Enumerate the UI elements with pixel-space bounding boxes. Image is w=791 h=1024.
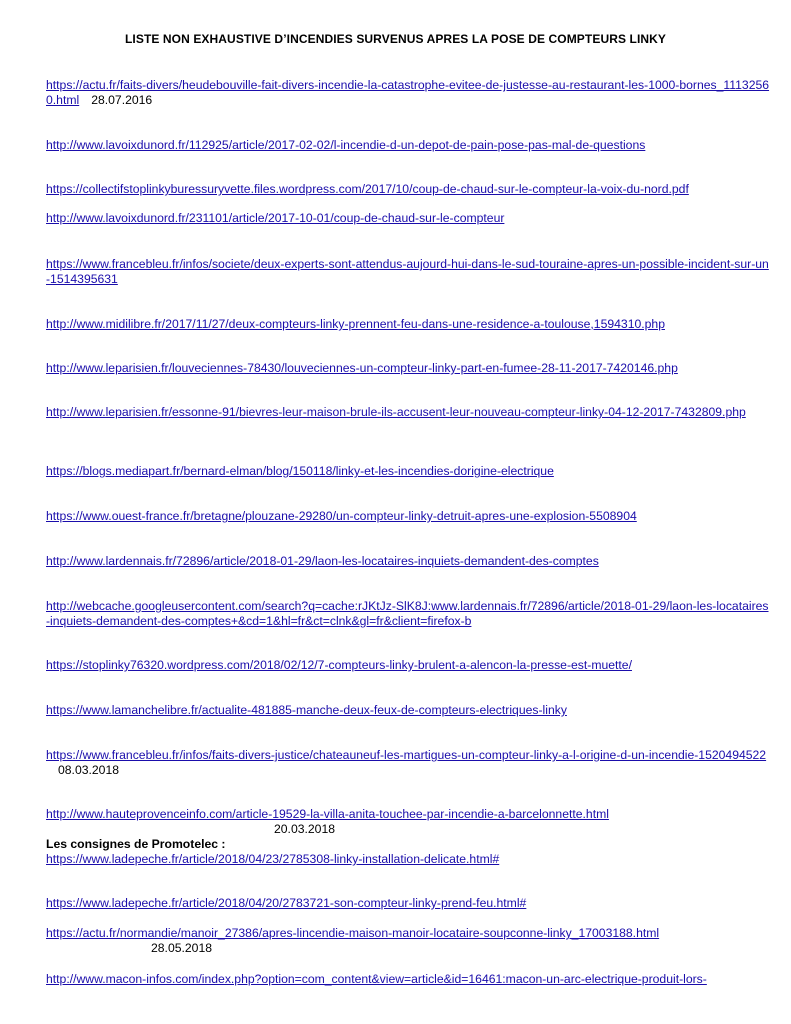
list-item	[46, 972, 771, 987]
entry-date: 28.07.2016	[91, 93, 153, 107]
list-item	[46, 926, 771, 956]
article-link[interactable]: http://www.lardennais.fr/72896/article/2018-01-29/laon-les-locataires-inquiets-demandent-des-comptes	[46, 554, 599, 568]
article-link[interactable]: http://www.hauteprovenceinfo.com/article-19529-la-villa-anita-touchee-par-incendie-a-barcelonnette.html	[46, 807, 609, 821]
list-item	[46, 599, 771, 629]
list-item	[46, 852, 771, 867]
article-link[interactable]: https://www.lamanchelibre.fr/actualite-481885-manche-deux-feux-de-compteurs-electriques-linky	[46, 703, 567, 717]
article-link[interactable]: https://www.ladepeche.fr/article/2018/04/20/2783721-son-compteur-linky-prend-feu.html#	[46, 896, 527, 910]
list-item	[46, 896, 771, 911]
entry-date: 28.05.2018	[151, 941, 212, 955]
list-item	[46, 807, 771, 837]
list-item	[46, 464, 771, 479]
article-link[interactable]: https://www.ladepeche.fr/article/2018/04/23/2785308-linky-installation-delicate.html#	[46, 852, 500, 866]
list-item	[46, 257, 771, 287]
list-item	[46, 211, 771, 226]
list-item	[46, 361, 771, 376]
article-link[interactable]: http://www.lavoixdunord.fr/112925/article/2017-02-02/l-incendie-d-un-depot-de-pain-pose-pas-mal-de-questions	[46, 138, 646, 152]
article-link[interactable]: http://webcache.googleusercontent.com/search?q=cache:rJKtJz-SlK8J:www.lardennais.fr/72896/article/2018-01-29/laon-les-locataires-inquiets-demandent-des-comptes+&cd=1&hl=fr&ct=clnk&gl=fr&client=firefox-b	[46, 599, 769, 628]
article-link[interactable]: http://www.lavoixdunord.fr/231101/article/2017-10-01/coup-de-chaud-sur-le-compteur	[46, 211, 505, 225]
entry-date: 20.03.2018	[274, 822, 335, 836]
list-item	[46, 78, 771, 108]
list-item	[46, 748, 771, 778]
list-item	[46, 405, 771, 420]
article-link[interactable]: https://collectifstoplinkyburessuryvette.files.wordpress.com/2017/10/coup-de-chaud-sur-le-compteur-la-voix-du-nord.pdf	[46, 182, 689, 196]
article-link[interactable]: http://www.midilibre.fr/2017/11/27/deux-compteurs-linky-prennent-feu-dans-une-residence-a-toulouse,1594310.php	[46, 317, 665, 331]
article-link[interactable]: https://www.francebleu.fr/infos/societe/deux-experts-sont-attendus-aujourd-hui-dans-le-sud-touraine-apres-un-possible-incident-sur-un-1514395631	[46, 257, 769, 286]
list-item	[46, 509, 771, 524]
article-link[interactable]: https://www.francebleu.fr/infos/faits-divers-justice/chateauneuf-les-martigues-un-compteur-linky-a-l-origine-d-un-incendie-1520494522	[46, 748, 767, 762]
list-item	[46, 138, 771, 153]
list-item	[46, 182, 771, 197]
article-link[interactable]: https://stoplinky76320.wordpress.com/2018/02/12/7-compteurs-linky-brulent-a-alencon-la-presse-est-muette/	[46, 658, 632, 672]
entry-date: 08.03.2018	[58, 763, 119, 777]
list-item	[46, 554, 771, 569]
article-link[interactable]: https://blogs.mediapart.fr/bernard-elman/blog/150118/linky-et-les-incendies-dorigine-electrique	[46, 464, 554, 478]
article-link[interactable]: http://www.leparisien.fr/louveciennes-78430/louveciennes-un-compteur-linky-part-en-fumee-28-11-2017-7420146.php	[46, 361, 678, 375]
article-link[interactable]: http://www.leparisien.fr/essonne-91/bievres-leur-maison-brule-ils-accusent-leur-nouveau-compteur-linky-04-12-2017-7432809.php	[46, 405, 746, 419]
article-link[interactable]: https://www.ouest-france.fr/bretagne/plouzane-29280/un-compteur-linky-detruit-apres-une-explosion-5508904	[46, 509, 637, 523]
list-item	[46, 703, 771, 718]
consignes-heading: Les consignes de Promotelec :	[46, 837, 226, 851]
article-link[interactable]: https://actu.fr/normandie/manoir_27386/apres-lincendie-maison-manoir-locataire-soupconne-linky_17003188.html	[46, 926, 660, 940]
article-link[interactable]: http://www.macon-infos.com/index.php?option=com_content&view=article&id=16461:macon-un-arc-electrique-produit-lors-	[46, 972, 707, 986]
list-item	[46, 658, 771, 673]
article-link[interactable]: https://actu.fr/faits-divers/heudebouville-fait-divers-incendie-la-catastrophe-evitee-de-justesse-au-restaurant-les-1000-bornes_11132560.html	[46, 78, 770, 107]
list-item	[46, 317, 771, 332]
document-title: LISTE NON EXHAUSTIVE D’INCENDIES SURVENUS APRES LA POSE DE COMPTEURS LINKY	[124, 32, 667, 46]
